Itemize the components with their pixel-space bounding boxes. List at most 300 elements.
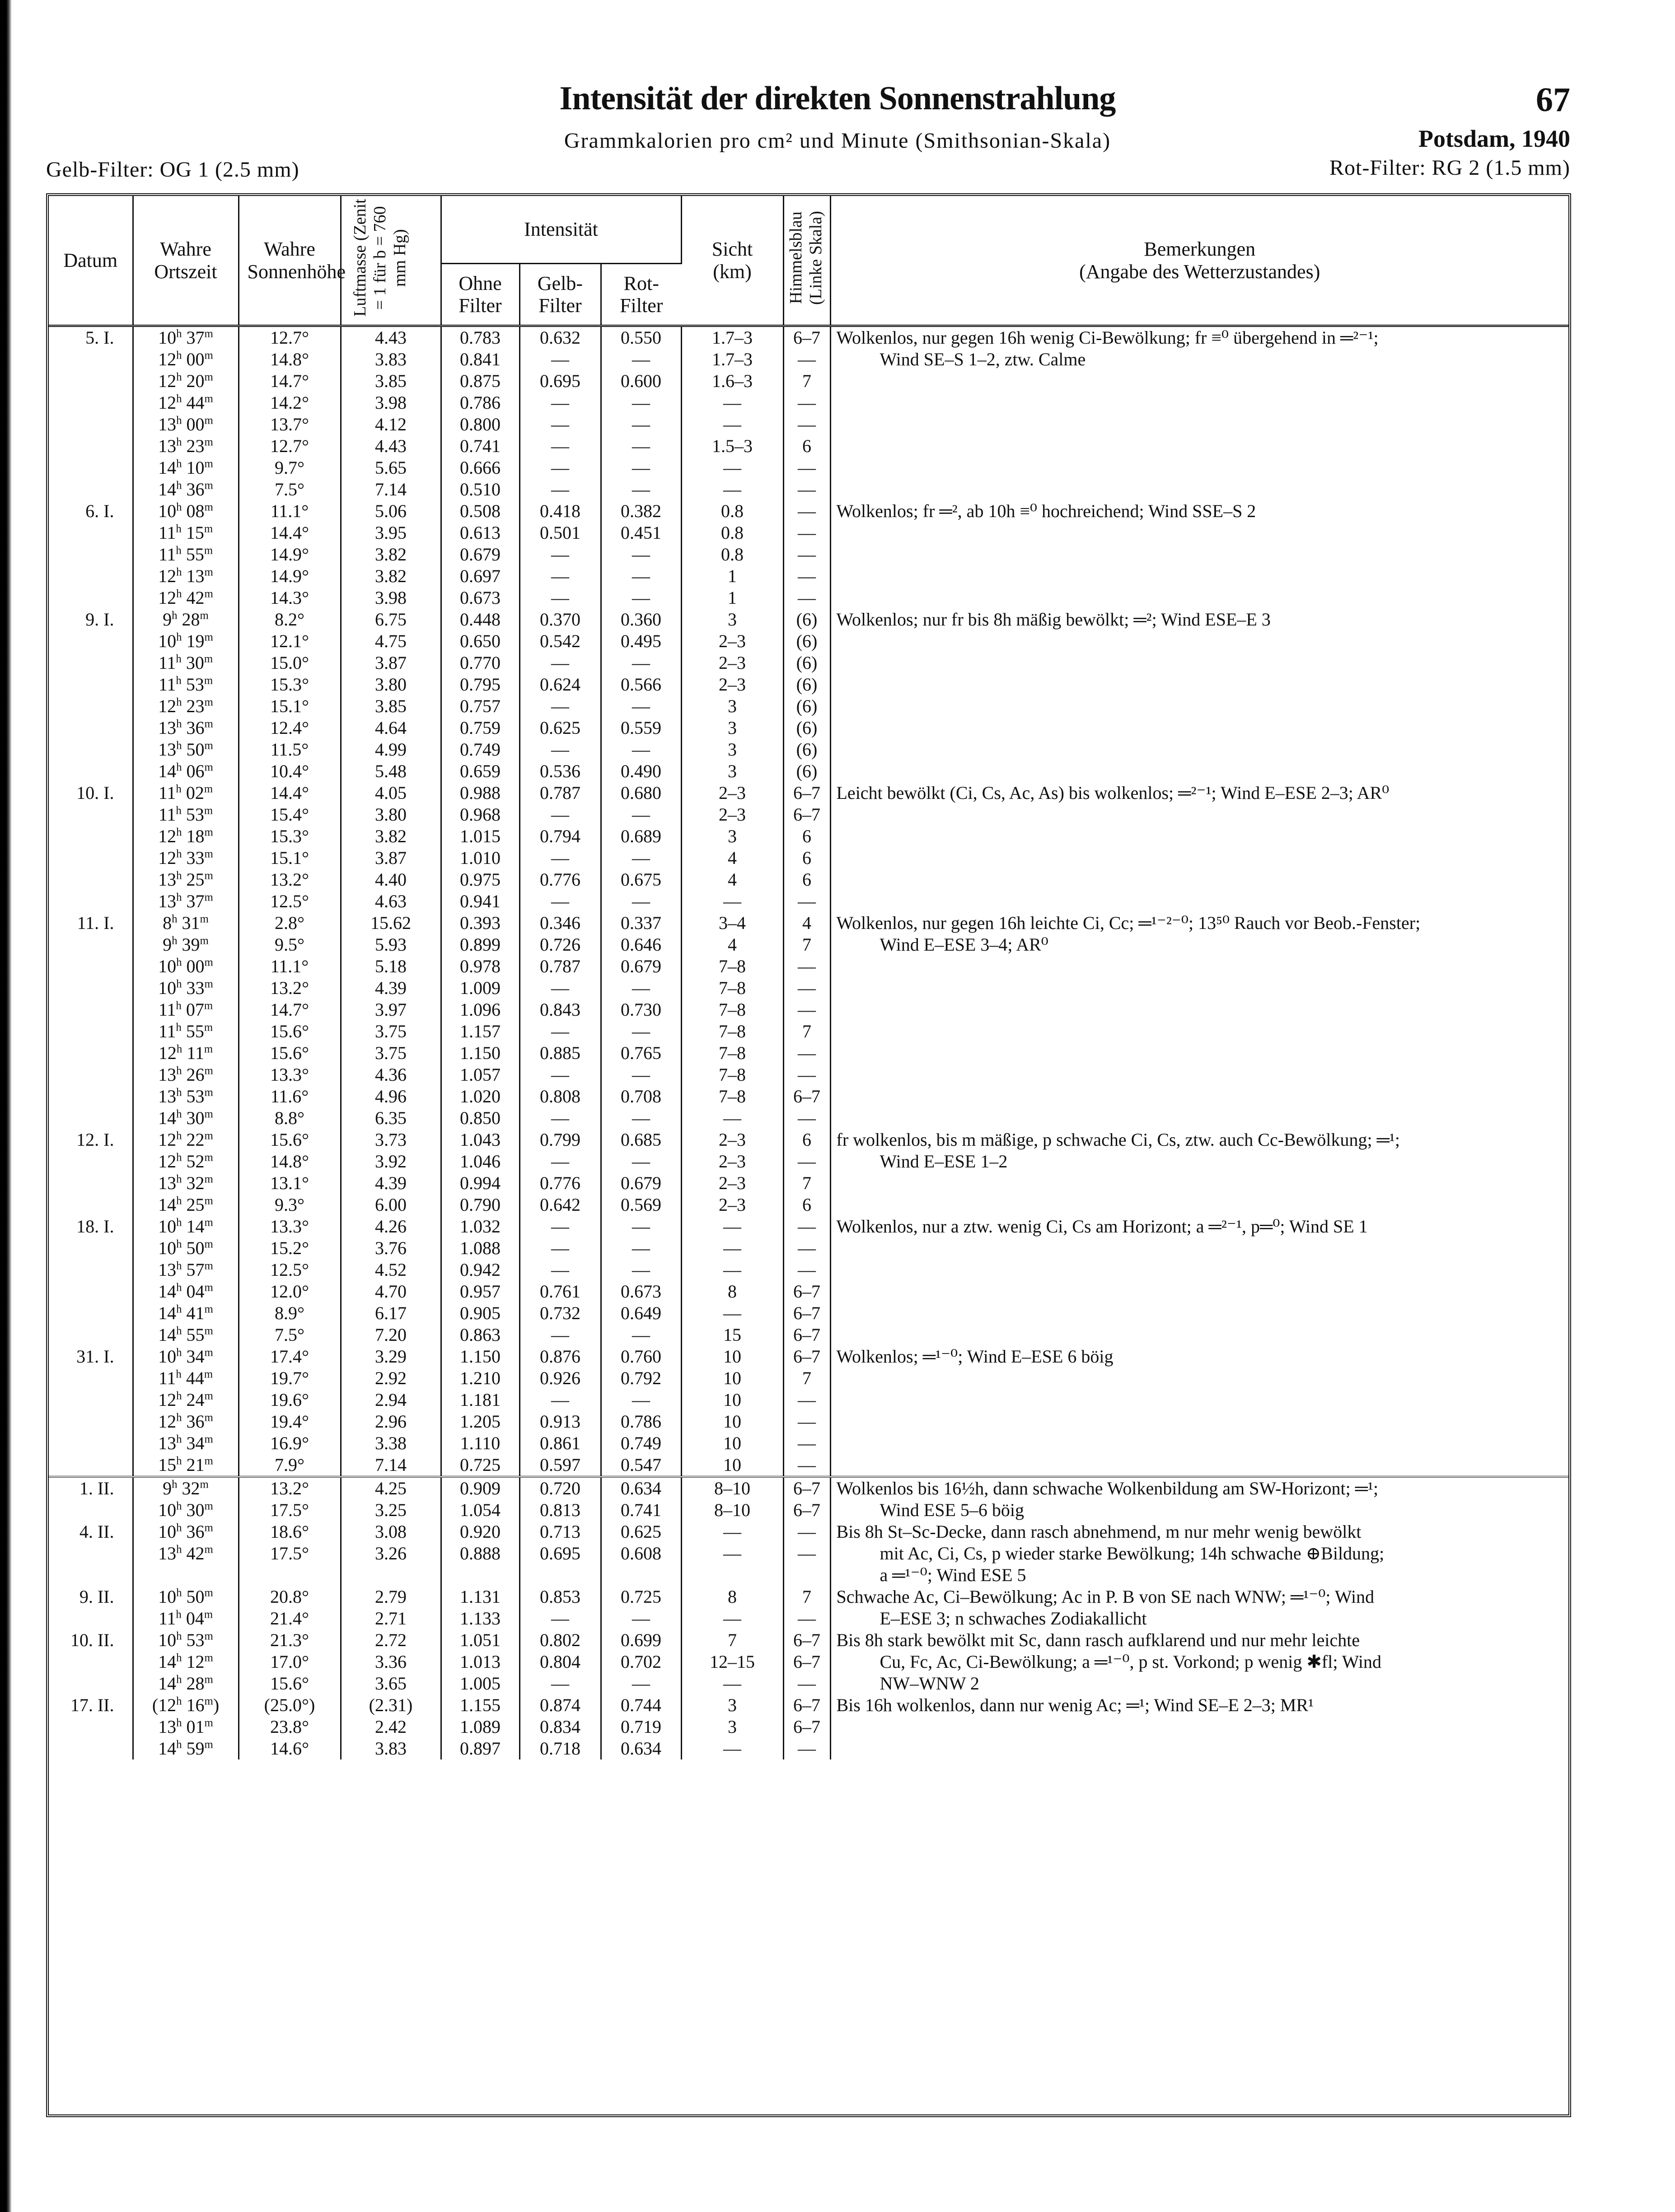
sky-blue-value: 6–7 — [793, 1478, 820, 1498]
no-filter-value: 0.978 — [460, 956, 501, 976]
sky-blue-value: — — [798, 1260, 816, 1280]
red-filter-value: — — [632, 1608, 650, 1629]
air-mass-value: 4.43 — [375, 436, 407, 456]
air-mass-value: 3.36 — [375, 1652, 407, 1672]
red-filter-value: 0.495 — [621, 631, 661, 651]
yellow-filter-cell — [519, 500, 601, 609]
remarks-cell — [830, 912, 1568, 1129]
visibility-value: 15 — [723, 1325, 741, 1345]
time-value: 14$^h$ 04$^m$ — [158, 1281, 213, 1302]
air-mass-value: 4.70 — [375, 1281, 407, 1302]
yellow-filter-value: 0.732 — [540, 1303, 580, 1323]
time-value: 10$^h$ 30$^m$ — [158, 1500, 213, 1520]
time-cell — [133, 912, 239, 1129]
sky-blue-value: 6–7 — [793, 1500, 820, 1520]
red-filter-value: — — [632, 457, 650, 478]
sky-blue-value: — — [798, 349, 816, 369]
yellow-filter-value: 0.718 — [540, 1738, 580, 1759]
no-filter-cell — [441, 1477, 519, 1521]
air-mass-value: 3.25 — [375, 1500, 407, 1520]
remarks-cell — [830, 609, 1568, 782]
red-filter-cell — [601, 326, 681, 501]
sun-height-value: 8.8° — [275, 1108, 304, 1128]
visibility-value: 8–10 — [714, 1478, 750, 1498]
time-value: 11$^h$ 30$^m$ — [158, 653, 213, 673]
visibility-value: 10 — [723, 1433, 741, 1453]
sky-blue-value: — — [798, 1108, 816, 1128]
sky-blue-value: — — [798, 1673, 816, 1694]
red-filter-value: 0.673 — [621, 1281, 661, 1302]
red-filter-value: — — [632, 1216, 650, 1237]
no-filter-value: 0.757 — [460, 696, 501, 716]
sky-blue-value: — — [798, 1521, 816, 1542]
red-filter-value: — — [632, 804, 650, 825]
remark-line: Wolkenlos, nur gegen 16h leichte Ci, Cc; ═¹⁻²⁻⁰; 13⁵⁰ Rauch vor Beob.-Fenster; — [836, 913, 1421, 933]
no-filter-cell — [441, 500, 519, 609]
air-mass-value: 3.95 — [375, 523, 407, 543]
visibility-value: 3 — [728, 1695, 737, 1715]
no-filter-value: 0.613 — [460, 523, 501, 543]
visibility-cell — [681, 1521, 783, 1586]
yellow-filter-value: — — [551, 1064, 569, 1085]
no-filter-value: 1.013 — [460, 1652, 501, 1672]
sky-blue-cell — [783, 1477, 830, 1521]
time-value: 12$^h$ 33$^m$ — [158, 848, 213, 868]
air-mass-value: 5.48 — [375, 761, 407, 781]
sky-blue-value: 6–7 — [793, 804, 820, 825]
remarks-cell — [830, 1129, 1568, 1216]
date-cell: 5. I. — [49, 326, 133, 501]
visibility-value: 10 — [723, 1368, 741, 1388]
sky-blue-value: 7 — [802, 1587, 811, 1607]
time-value: 13$^h$ 42$^m$ — [158, 1543, 213, 1563]
remark-line: Wind E–ESE 3–4; AR⁰ — [880, 934, 1048, 955]
sun-height-value: 12.7° — [270, 327, 309, 348]
red-filter-value: — — [632, 1325, 650, 1345]
no-filter-value: 0.510 — [460, 479, 501, 499]
red-filter-cell — [601, 609, 681, 782]
visibility-cell — [681, 1586, 783, 1629]
sun-height-value: 14.8° — [270, 349, 309, 369]
sky-blue-value: — — [798, 1238, 816, 1258]
yellow-filter-value: 0.624 — [540, 674, 580, 695]
air-mass-value: 3.98 — [375, 588, 407, 608]
no-filter-value: 0.897 — [460, 1738, 501, 1759]
yellow-filter-value: 0.346 — [540, 913, 580, 933]
sky-blue-value: — — [798, 1543, 816, 1563]
time-value: 12$^h$ 22$^m$ — [158, 1129, 213, 1150]
sun-height-value: 7.5° — [275, 1325, 304, 1345]
page-title: Intensität der direkten Sonnenstrahlung — [559, 80, 1116, 117]
remarks-cell — [830, 1694, 1568, 1759]
no-filter-value: 1.096 — [460, 999, 501, 1020]
time-value: 12$^h$ 44$^m$ — [158, 392, 213, 413]
visibility-value: — — [723, 1108, 741, 1128]
time-value: 10$^h$ 37$^m$ — [158, 327, 213, 348]
sun-height-value: 15.2° — [270, 1238, 309, 1258]
sun-height-value: 15.3° — [270, 826, 309, 846]
red-filter-value: 0.634 — [621, 1738, 661, 1759]
remark-line: Wolkenlos, nur a ztw. wenig Ci, Cs am Horizont; a ═²⁻¹, p═⁰; Wind SE 1 — [836, 1216, 1368, 1237]
air-mass-value: 4.12 — [375, 414, 407, 434]
yellow-filter-value: — — [551, 1108, 569, 1128]
visibility-value: 7–8 — [719, 956, 746, 976]
no-filter-value: 1.020 — [460, 1086, 501, 1106]
time-value: 15$^h$ 21$^m$ — [158, 1455, 213, 1475]
sky-blue-value: — — [798, 1608, 816, 1629]
table-row — [49, 1629, 1568, 1694]
sky-blue-value: — — [798, 1043, 816, 1063]
sun-height-value: 13.2° — [270, 869, 309, 890]
no-filter-value: 1.015 — [460, 826, 501, 846]
air-mass-cell — [341, 609, 441, 782]
red-filter-value: — — [632, 349, 650, 369]
no-filter-value: 0.508 — [460, 501, 501, 521]
red-filter-value: — — [632, 566, 650, 586]
sky-blue-cell — [783, 1521, 830, 1586]
time-value: 10$^h$ 34$^m$ — [158, 1346, 213, 1367]
no-filter-value: 0.957 — [460, 1281, 501, 1302]
air-mass-value: 4.99 — [375, 739, 407, 760]
time-value: 11$^h$ 53$^m$ — [158, 804, 213, 825]
sun-height-value: 15.6° — [270, 1021, 309, 1041]
date-cell: 12. I. — [49, 1129, 133, 1216]
sky-blue-value: 6–7 — [793, 1695, 820, 1715]
time-value: 14$^h$ 59$^m$ — [158, 1738, 213, 1759]
air-mass-value: 2.96 — [375, 1411, 407, 1432]
sun-height-value: 11.1° — [270, 501, 309, 521]
sun-height-value: 14.6° — [270, 1738, 309, 1759]
no-filter-value: 0.673 — [460, 588, 501, 608]
no-filter-value: 1.005 — [460, 1673, 501, 1694]
no-filter-cell — [441, 326, 519, 501]
yellow-filter-value: 0.370 — [540, 609, 580, 630]
table-row — [49, 1216, 1568, 1346]
sun-height-value: 21.4° — [270, 1608, 309, 1629]
sun-height-value: 12.1° — [270, 631, 309, 651]
sky-blue-value: (6) — [796, 696, 818, 716]
red-filter-value: — — [632, 891, 650, 911]
air-mass-value: 3.82 — [375, 566, 407, 586]
yellow-filter-value: 0.885 — [540, 1043, 580, 1063]
yellow-filter-value: 0.853 — [540, 1587, 580, 1607]
air-mass-value: 3.80 — [375, 674, 407, 695]
no-filter-value: 1.088 — [460, 1238, 501, 1258]
sky-blue-value: 7 — [802, 1368, 811, 1388]
time-value: 8$^h$ 31$^m$ — [163, 913, 209, 933]
visibility-value: 1 — [728, 566, 737, 586]
visibility-value: 7–8 — [719, 978, 746, 998]
air-mass-value: 3.87 — [375, 848, 407, 868]
sky-blue-value: — — [798, 1433, 816, 1453]
remarks-cell — [830, 1629, 1568, 1694]
visibility-value: — — [723, 414, 741, 434]
sky-blue-value: 7 — [802, 371, 811, 391]
time-value: 13$^h$ 26$^m$ — [158, 1064, 213, 1085]
visibility-value: 3 — [728, 761, 737, 781]
red-filter-value: 0.451 — [621, 523, 661, 543]
yellow-filter-value: — — [551, 1216, 569, 1237]
red-filter-cell — [601, 1216, 681, 1346]
visibility-value: 7–8 — [719, 1021, 746, 1041]
sky-blue-value: 6–7 — [793, 1325, 820, 1345]
remarks-cell — [830, 782, 1568, 912]
red-filter-cell — [601, 912, 681, 1129]
red-filter-value: 0.649 — [621, 1303, 661, 1323]
no-filter-value: 0.659 — [460, 761, 501, 781]
sky-blue-cell — [783, 1129, 830, 1216]
sun-height-value: 16.9° — [270, 1433, 309, 1453]
visibility-value: 12–15 — [710, 1652, 755, 1672]
time-value: 12$^h$ 24$^m$ — [158, 1390, 213, 1410]
yellow-filter-value: — — [551, 479, 569, 499]
no-filter-value: 1.131 — [460, 1587, 501, 1607]
visibility-value: — — [723, 1238, 741, 1258]
air-mass-value: 3.29 — [375, 1346, 407, 1367]
yellow-filter-value: 0.501 — [540, 523, 580, 543]
remarks-cell — [830, 1477, 1568, 1521]
visibility-value: — — [723, 392, 741, 413]
col-sky-blue-label: Himmelsblau (Linke Skala) — [786, 211, 825, 305]
red-filter-value: — — [632, 479, 650, 499]
yellow-filter-cell — [519, 1694, 601, 1759]
visibility-cell — [681, 782, 783, 912]
col-remarks — [830, 196, 1568, 326]
yellow-filter-value: — — [551, 1673, 569, 1694]
sun-height-value: 23.8° — [270, 1717, 309, 1737]
sun-height-value: 15.6° — [270, 1673, 309, 1694]
air-mass-value: 6.75 — [375, 609, 407, 630]
no-filter-value: 0.863 — [460, 1325, 501, 1345]
sky-blue-value: 7 — [802, 934, 811, 955]
air-mass-value: 2.79 — [375, 1587, 407, 1607]
visibility-value: — — [723, 1608, 741, 1629]
air-mass-value: 6.00 — [375, 1195, 407, 1215]
no-filter-value: 0.749 — [460, 739, 501, 760]
yellow-filter-value: 0.632 — [540, 327, 580, 348]
sky-blue-value: 6–7 — [793, 1652, 820, 1672]
yellow-filter-cell — [519, 1346, 601, 1477]
time-cell — [133, 1694, 239, 1759]
measurement-table — [49, 196, 1568, 1759]
time-value: 13$^h$ 50$^m$ — [158, 739, 213, 760]
visibility-value: 3 — [728, 718, 737, 738]
yellow-filter-value: 0.726 — [540, 934, 580, 955]
sun-height-value: 13.7° — [270, 414, 309, 434]
air-mass-value: 5.06 — [375, 501, 407, 521]
air-mass-value: 3.82 — [375, 544, 407, 565]
visibility-value: 0.8 — [721, 544, 744, 565]
red-filter-value: — — [632, 1673, 650, 1694]
air-mass-value: 4.43 — [375, 327, 407, 348]
date-cell: 18. I. — [49, 1216, 133, 1346]
red-filter-cell — [601, 1586, 681, 1629]
no-filter-value: 1.205 — [460, 1411, 501, 1432]
time-cell — [133, 782, 239, 912]
red-filter-value: 0.689 — [621, 826, 661, 846]
red-filter-value: — — [632, 414, 650, 434]
sky-blue-cell — [783, 1216, 830, 1346]
sky-blue-value: — — [798, 566, 816, 586]
sky-blue-value: — — [798, 501, 816, 521]
red-filter-value: — — [632, 544, 650, 565]
sky-blue-value: — — [798, 414, 816, 434]
red-filter-value: — — [632, 739, 650, 760]
yellow-filter-value: — — [551, 1260, 569, 1280]
no-filter-cell — [441, 1129, 519, 1216]
remark-line: Cu, Fc, Ac, Ci-Bewölkung; a ═¹⁻⁰, p st. Vorkond; p wenig ✱fl; Wind — [880, 1652, 1381, 1672]
sky-blue-value: — — [798, 544, 816, 565]
sun-height-value: 17.5° — [270, 1500, 309, 1520]
sun-height-value: 12.0° — [270, 1281, 309, 1302]
air-mass-value: 2.72 — [375, 1630, 407, 1650]
red-filter-cell — [601, 782, 681, 912]
time-value: 14$^h$ 55$^m$ — [158, 1325, 213, 1345]
air-mass-value: 4.40 — [375, 869, 407, 890]
air-mass-value: (2.31) — [369, 1695, 413, 1715]
air-mass-value: 3.65 — [375, 1673, 407, 1694]
time-cell — [133, 500, 239, 609]
red-filter-value: — — [632, 1238, 650, 1258]
visibility-value: 2–3 — [719, 631, 746, 651]
sky-blue-value: (6) — [796, 653, 818, 673]
yellow-filter-value: — — [551, 1238, 569, 1258]
yellow-filter-cell — [519, 1629, 601, 1694]
red-filter-value: 0.382 — [621, 501, 661, 521]
visibility-value: 2–3 — [719, 804, 746, 825]
sky-blue-cell — [783, 609, 830, 782]
no-filter-cell — [441, 1694, 519, 1759]
visibility-value: 3 — [728, 739, 737, 760]
yellow-filter-cell — [519, 912, 601, 1129]
table-row — [49, 1129, 1568, 1216]
sky-blue-cell — [783, 1694, 830, 1759]
time-value: 11$^h$ 55$^m$ — [158, 1021, 213, 1041]
visibility-value: 1.6–3 — [712, 371, 753, 391]
time-value: 10$^h$ 19$^m$ — [158, 631, 213, 651]
time-value: 13$^h$ 00$^m$ — [158, 414, 213, 434]
sun-height-value: 15.6° — [270, 1043, 309, 1063]
no-filter-cell — [441, 912, 519, 1129]
air-mass-cell — [341, 326, 441, 501]
visibility-value: — — [723, 1216, 741, 1237]
sky-blue-value: 6–7 — [793, 1086, 820, 1106]
date-cell: 4. II. — [49, 1521, 133, 1586]
sky-blue-value: — — [798, 891, 816, 911]
remark-line: Schwache Ac, Ci–Bewölkung; Ac in P. B von SE nach WNW; ═¹⁻⁰; Wind — [836, 1587, 1375, 1607]
sky-blue-value: — — [798, 978, 816, 998]
remark-line: E–ESE 3; n schwaches Zodiakallicht — [880, 1608, 1147, 1629]
time-value: 13$^h$ 34$^m$ — [158, 1433, 213, 1453]
air-mass-value: 4.05 — [375, 783, 407, 803]
red-filter-value: 0.679 — [621, 1173, 661, 1193]
red-filter-value: — — [632, 653, 650, 673]
sun-height-value: 9.3° — [275, 1195, 304, 1215]
sky-blue-value: 6–7 — [793, 327, 820, 348]
remark-line: Wolkenlos bis 16½h, dann schwache Wolkenbildung am SW-Horizont; ═¹; — [836, 1478, 1379, 1498]
red-filter-value: 0.634 — [621, 1478, 661, 1498]
time-value: 10$^h$ 53$^m$ — [158, 1630, 213, 1650]
sky-blue-value: — — [798, 1064, 816, 1085]
air-mass-cell — [341, 782, 441, 912]
red-filter-value: 0.569 — [621, 1195, 661, 1215]
time-value: 14$^h$ 36$^m$ — [158, 479, 213, 499]
sun-height-value: 8.9° — [275, 1303, 304, 1323]
red-filter-value: 0.625 — [621, 1521, 661, 1542]
visibility-value: 2–3 — [719, 1151, 746, 1171]
red-filter-value: 0.566 — [621, 674, 661, 695]
sky-blue-value: (6) — [796, 718, 818, 738]
remark-line: Bis 8h St–Sc-Decke, dann rasch abnehmend, m nur mehr wenig bewölkt — [836, 1521, 1362, 1542]
yellow-filter-value: 0.802 — [540, 1630, 580, 1650]
remark-line: NW–WNW 2 — [880, 1673, 979, 1694]
visibility-value: 10 — [723, 1346, 741, 1367]
table-row — [49, 1521, 1568, 1586]
air-mass-value: 4.36 — [375, 1064, 407, 1085]
time-value: 12$^h$ 23$^m$ — [158, 696, 213, 716]
time-value: 11$^h$ 04$^m$ — [158, 1608, 213, 1629]
air-mass-value: 3.92 — [375, 1151, 407, 1171]
sky-blue-value: — — [798, 956, 816, 976]
sky-blue-cell — [783, 500, 830, 609]
remarks-cell — [830, 326, 1568, 501]
time-value: 9$^h$ 28$^m$ — [163, 609, 209, 630]
time-value: 11$^h$ 44$^m$ — [158, 1368, 213, 1388]
yellow-filter-value: — — [551, 1390, 569, 1410]
no-filter-value: 0.941 — [460, 891, 501, 911]
yellow-filter-value: — — [551, 1151, 569, 1171]
time-value: 11$^h$ 53$^m$ — [158, 674, 213, 695]
air-mass-value: 7.14 — [375, 1455, 407, 1475]
visibility-value: 3 — [728, 696, 737, 716]
sun-height-cell — [239, 326, 341, 501]
yellow-filter-value: 0.418 — [540, 501, 580, 521]
no-filter-value: 0.850 — [460, 1108, 501, 1128]
red-filter-value: 0.550 — [621, 327, 661, 348]
yellow-filter-value: 0.794 — [540, 826, 580, 846]
sky-blue-value: 6 — [802, 826, 811, 846]
no-filter-value: 0.770 — [460, 653, 501, 673]
no-filter-value: 0.666 — [460, 457, 501, 478]
time-cell — [133, 1216, 239, 1346]
sun-height-value: 14.7° — [270, 999, 309, 1020]
date-cell: 9. II. — [49, 1586, 133, 1629]
no-filter-value: 0.899 — [460, 934, 501, 955]
yellow-filter-value: 0.926 — [540, 1368, 580, 1388]
visibility-value: 3–4 — [719, 913, 746, 933]
sun-height-value: 7.5° — [275, 479, 304, 499]
time-value: 14$^h$ 30$^m$ — [158, 1108, 213, 1128]
yellow-filter-value: — — [551, 436, 569, 456]
visibility-value: — — [723, 1303, 741, 1323]
no-filter-value: 1.155 — [460, 1695, 501, 1715]
air-mass-value: 4.75 — [375, 631, 407, 651]
time-value: 13$^h$ 23$^m$ — [158, 436, 213, 456]
yellow-filter-value: 0.695 — [540, 371, 580, 391]
air-mass-value: 4.52 — [375, 1260, 407, 1280]
visibility-value: 7–8 — [719, 999, 746, 1020]
yellow-filter-value: 0.799 — [540, 1129, 580, 1150]
sun-height-value: 21.3° — [270, 1630, 309, 1650]
yellow-filter-value: — — [551, 804, 569, 825]
sun-height-value: 14.9° — [270, 566, 309, 586]
air-mass-value: 6.35 — [375, 1108, 407, 1128]
time-cell — [133, 609, 239, 782]
no-filter-value: 0.841 — [460, 349, 501, 369]
sun-height-value: 19.4° — [270, 1411, 309, 1432]
red-filter-value: 0.725 — [621, 1587, 661, 1607]
air-mass-cell — [341, 1477, 441, 1521]
